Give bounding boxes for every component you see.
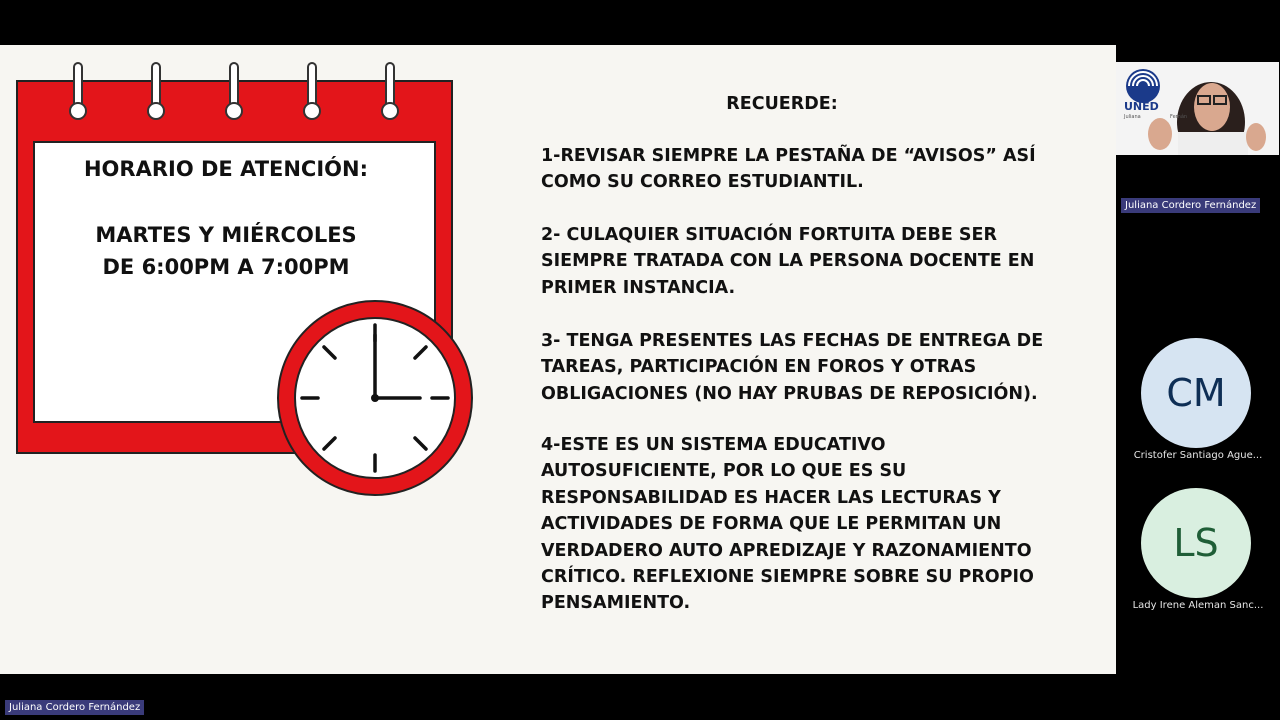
participant-avatar[interactable]: LS	[1141, 488, 1251, 598]
note-item: 4-ESTE ES UN SISTEMA EDUCATIVO AUTOSUFICIENTE, POR LO QUE ES SU RESPONSABILIDAD ES HACER LAS LECTURAS Y ACTIVIDADES DE FORMA QUE LE PERMITAN UN VERDADERO AUTO APREDIZAJE Y RAZONAMIENTO CRÍTICO. REFLEXIONE SIEMPRE SOBRE SU PROPIO PENSAMIENTO.	[541, 435, 1034, 614]
calendar-clock-illustration	[0, 45, 480, 515]
logo-subtext: Fernán	[1170, 114, 1188, 120]
note-item: 1-REVISAR SIEMPRE LA PESTAÑA DE “AVISOS” ASÍ COMO SU CORREO ESTUDIANTIL.	[541, 146, 1036, 193]
note-item: 2- CULAQUIER SITUACIÓN FORTUITA DEBE SER SIEMPRE TRATADA CON LA PERSONA DOCENTE EN PRIMER INSTANCIA.	[541, 225, 1035, 298]
presenter-video[interactable]	[1116, 62, 1279, 155]
uned-logo-icon	[1126, 69, 1160, 103]
note-item: 3- TENGA PRESENTES LAS FECHAS DE ENTREGA DE TAREAS, PARTICIPACIÓN EN FOROS Y OTRAS OBLIGACIONES (NO HAY PRUBAS DE REPOSICIÓN).	[541, 331, 1044, 404]
screen-share-name-tag: Juliana Cordero Fernández	[5, 700, 144, 715]
calendar-days: MARTES Y MIÉRCOLES	[95, 223, 357, 247]
participant-name: Cristofer Santiago Ague...	[1133, 450, 1263, 461]
participant-avatar[interactable]: CM	[1141, 338, 1251, 448]
calendar-hours: DE 6:00PM A 7:00PM	[102, 255, 350, 279]
notes-heading: RECUERDE:	[726, 94, 838, 114]
logo-text: UNED	[1124, 100, 1159, 113]
presenter-name-tag: Juliana Cordero Fernández	[1121, 198, 1260, 213]
participant-name: Lady Irene Aleman Sanc...	[1132, 600, 1264, 611]
shared-slide	[0, 45, 1116, 674]
clock-icon	[278, 301, 472, 495]
calendar-title: HORARIO DE ATENCIÓN:	[83, 157, 368, 181]
logo-subtext: Juliana	[1124, 114, 1141, 120]
